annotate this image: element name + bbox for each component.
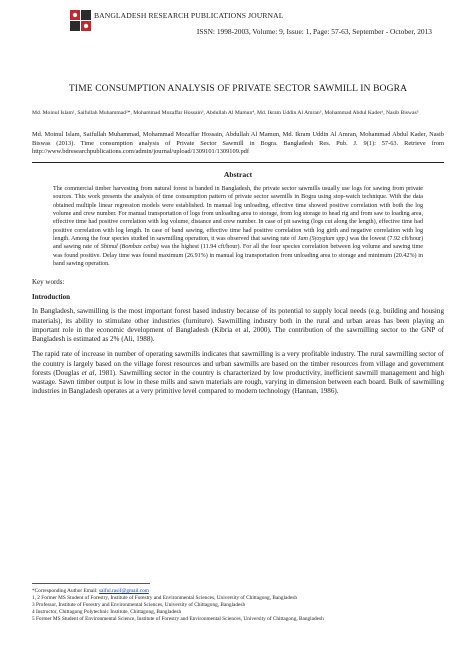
abstract-text-part-1: The commercial timber harvesting from natural forest is banded in Bangladesh, the private sector sawmills usually use logs for sawing from private sources. This work presents the analysis of time consumption pattern of private sector sawmills in Bogra using stop-watch technique. With the data obtained multiple linear regression models were established. In manual log unloading, effective time showed positive correlation with both the log volume and crew number. For manual transportation of logs from unloading area to storage, from log storage to head rig and from saw to loading area, effective time had positive correlation with log volume, distance and crew number. In case of pit sawing (logs cut along the length), effective time had positive correlation with log length. In case of band sawing, effective time had positive correlation with log girth and negative correlation with log length. Among the four species studied in sawmilling operation, it was observed that sawing rate of [53, 186, 423, 243]
abstract-heading: Abstract [223, 170, 253, 180]
footnote-3: 3 Professor, Institute of Forestry and Environmental Sciences, University of Chittagong, Bangladesh [32, 602, 246, 608]
species-jam: Jam (Syzygium spp.) [297, 236, 349, 243]
author-list: Md. Moinul Islam¹, Saifullah Muhammad²*, Mohammad Mozaffar Hossain³, Abdullah Al Mamun⁴, Md. Ikram Uddin Al Amran⁵, Mohammad Abdul Kader¹, Nasib Biswas⁵ [32, 110, 419, 116]
corresponding-label: *Corresponding Author Email: [32, 588, 99, 594]
footnotes [32, 583, 444, 623]
journal-name: BANGLADESH RESEARCH PUBLICATIONS JOURNAL [94, 11, 284, 20]
journal-logo-icon [70, 10, 92, 32]
species-shimul: Shimul (Bombax ceiba) [100, 244, 159, 251]
intro-p2-part-1: The rapid rate of increase in number of operating sawmills indicates that sawmilling is a very profitable industry. The rural sawmilling sector of the country is largely based on the village forest resources and urban sawmills are based on the timber resources from village and government forests (Douglas [32, 350, 444, 377]
divider [32, 162, 444, 163]
intro-p2-etal: et al, [81, 368, 97, 377]
abstract-text [53, 185, 423, 268]
footnote-5: 5 Former MS Student of Environmental Science, Institute of Forestry and Environmental Sciences, University of Chittagong, Bangladesh [32, 616, 324, 622]
issn-line: ISSN: 1998-2003, Volume: 9, Issue: 1, Page: 57-63, September - October, 2013 [196, 27, 432, 36]
footnote-1-2: 1, 2 Former MS Student of Forestry, Institute of Forestry and Environmental Sciences, University of Chittagong, Bangladesh [32, 595, 298, 601]
citation-block: Md. Moinul Islam, Saifullah Muhammad, Mohammad Mozaffar Hossain, Abdullah Al Mamun, Md. Ikram Uddin Al Amran, Mohammad Abdul Kader, Nasib Biswas (2013). Time consumption analysis of Private Sector Sawmill in Bogra. Bangladesh Res. Pub. J. 9(1): 57-63. Retrieve from http://www.bdresearchpublications.com/admin/journal/upload/1309101/1309109.pdf [32, 131, 444, 155]
keywords-label: Key words: [32, 278, 65, 287]
footnote-corresponding [32, 588, 444, 595]
introduction-heading: Introduction [32, 293, 70, 302]
abstract-text-part-3: was the highest (11.94 cft/hour). For all the four species correlation between log volume and sawing time was found positive. Delay time was found maximum (26.91%) in manual log transportation from unloading area to storage and minimum (20.42%) in band sawing operation. [53, 244, 423, 268]
abstract-text-part-2: was the lowest (7.92 cft/hour) and sawing rate of [53, 236, 424, 251]
journal-header [32, 0, 444, 50]
corresponding-email-link[interactable]: saiful.rasif@gmail.com [98, 588, 149, 594]
intro-paragraph-1: In Bangladesh, sawmilling is the most important forest based industry because of its potential to supply local needs (e.g. building and housing materials), its ability to stimulate other industries (furniture). Sawmilling industry both in the rural and urban areas has been playing an important role in the economic development of Bangladesh (Kibria et al, 2000). The contribution of the sawmilling sector to the GNP of Bangladesh is estimated as 2% (Ali, 1988). [32, 307, 444, 344]
footnote-rule [32, 583, 150, 584]
footnote-4: 4 Instructor, Chittagong Polytechnic Institute, Chittagong, Bangladesh [32, 609, 182, 615]
intro-paragraph-2 [32, 350, 444, 396]
intro-p2-part-2: 1981). Sawmilling sector in the country is characterized by low productivity, inefficient sawmill management and high wastage. Sawn timber output is low in these mills and sawn materials are rough, varying in dimension between each board. Bulk of sawmilling industries in Bangladesh operates at a very primitive level compared to modern technology (Hannan, 1986). [32, 368, 445, 396]
article-title: TIME CONSUMPTION ANALYSIS OF PRIVATE SECTOR SAWMILL IN BOGRA [68, 83, 408, 94]
